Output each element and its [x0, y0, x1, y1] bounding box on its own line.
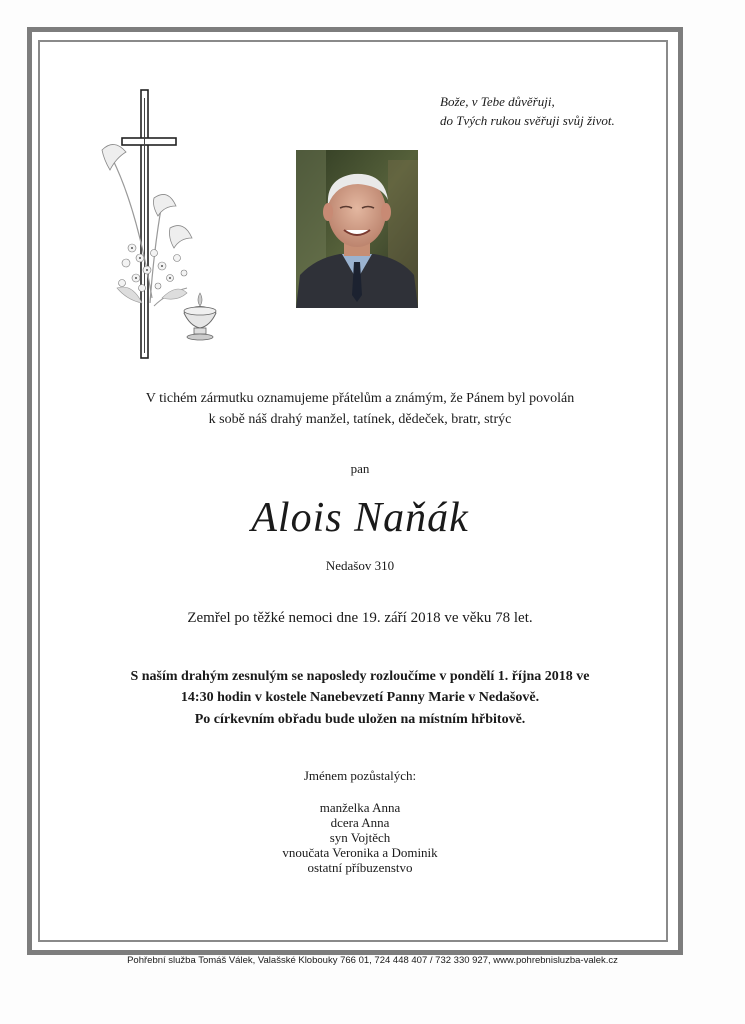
announcement-intro	[40, 388, 680, 430]
funeral-line-1: S naším drahým zesnulým se naposledy rozloučíme v pondělí 1. října 2018 ve	[130, 669, 590, 684]
mourners-list	[40, 800, 680, 875]
motto-prayer	[440, 92, 670, 130]
deceased-portrait	[296, 150, 418, 308]
mourner-item: vnoučata Veronika a Dominik	[282, 845, 438, 860]
honorific: pan	[350, 461, 370, 476]
cross-with-lilies-icon	[92, 88, 232, 363]
intro-line-1: V tichém zármutku oznamujeme přátelům a známým, že Pánem byl povolán	[145, 391, 575, 406]
deceased-name: Alois Naňák	[251, 495, 469, 541]
motto-line-1: Bože, v Tebe důvěřuji,	[440, 94, 555, 109]
mourners-title: Jménem pozůstalých:	[303, 768, 417, 783]
intro-line-2: k sobě náš drahý manžel, tatínek, dědeček, bratr, strýc	[208, 412, 512, 427]
funeral-details	[40, 666, 680, 708]
mourner-item: ostatní příbuzenstvo	[307, 860, 413, 875]
burial-notice: Po církevním obřadu bude uložen na místním hřbitově.	[194, 712, 526, 727]
mourner-item: dcera Anna	[330, 815, 390, 830]
death-notice: Zemřel po těžké nemoci dne 19. září 2018 ve věku 78 let.	[187, 610, 533, 626]
funeral-service-footer: Pohřební služba Tomáš Válek, Valašské Klobouky 766 01, 724 448 407 / 732 330 927, www.pohrebnisluzba-valek.cz	[127, 955, 618, 966]
funeral-line-2: 14:30 hodin v kostele Nanebevzetí Panny Marie v Nedašově.	[180, 690, 540, 705]
motto-line-2: do Tvých rukou svěřuji svůj život.	[440, 113, 615, 128]
mourner-item: syn Vojtěch	[329, 830, 391, 845]
mourner-item: manželka Anna	[319, 800, 401, 815]
deceased-address: Nedašov 310	[325, 558, 395, 573]
